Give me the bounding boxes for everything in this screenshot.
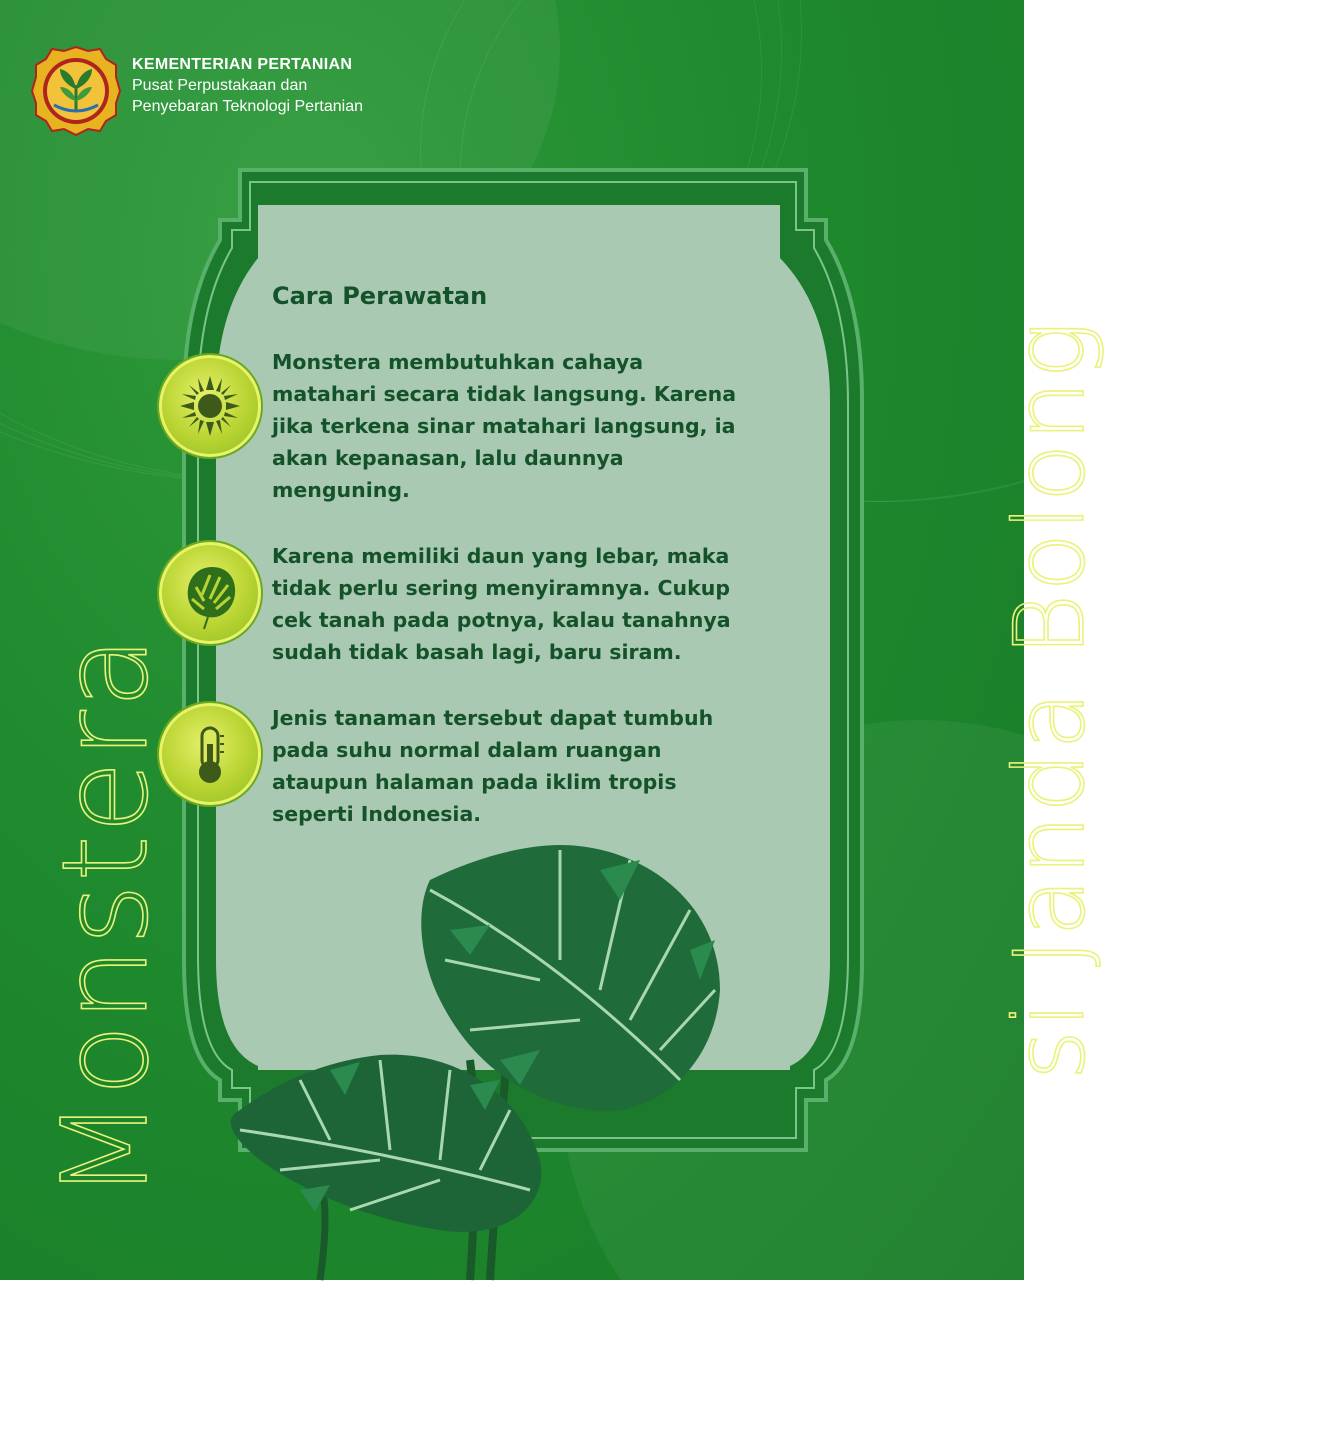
sun-icon-badge [159, 355, 261, 457]
thermometer-icon-badge [159, 703, 261, 805]
center-name-line1: Pusat Perpustakaan dan [132, 77, 308, 94]
monstera-leaf-icon [162, 545, 258, 641]
instruction-watering: Karena memiliki daun yang lebar, maka tidak perlu sering menyiramnya. Cukup cek tanah pada potnya, kalau tanahnya sudah tidak basah lagi, baru siram. [272, 544, 731, 664]
center-name-line2: Penyebaran Teknologi Pertanian [132, 98, 363, 115]
ministry-name: KEMENTERIAN PERTANIAN [132, 56, 353, 73]
sun-icon [162, 358, 258, 454]
care-instructions [272, 282, 832, 864]
title-monstera: Monstera [36, 634, 174, 1200]
card-title: Cara Perawatan [272, 282, 488, 310]
leaf-icon-badge [159, 542, 261, 644]
instruction-temperature: Jenis tanaman tersebut dapat tumbuh pada suhu normal dalam ruangan ataupun halaman pada iklim tropis seperti Indonesia. [272, 706, 714, 826]
thermometer-icon [162, 706, 258, 802]
instruction-sunlight: Monstera membutuhkan cahaya matahari secara tidak langsung. Karena jika terkena sinar matahari langsung, ia akan kepanasan, lalu daunnya menguning. [272, 350, 737, 502]
title-si-janda-bolong: si Janda Bolong [994, 319, 1106, 1080]
